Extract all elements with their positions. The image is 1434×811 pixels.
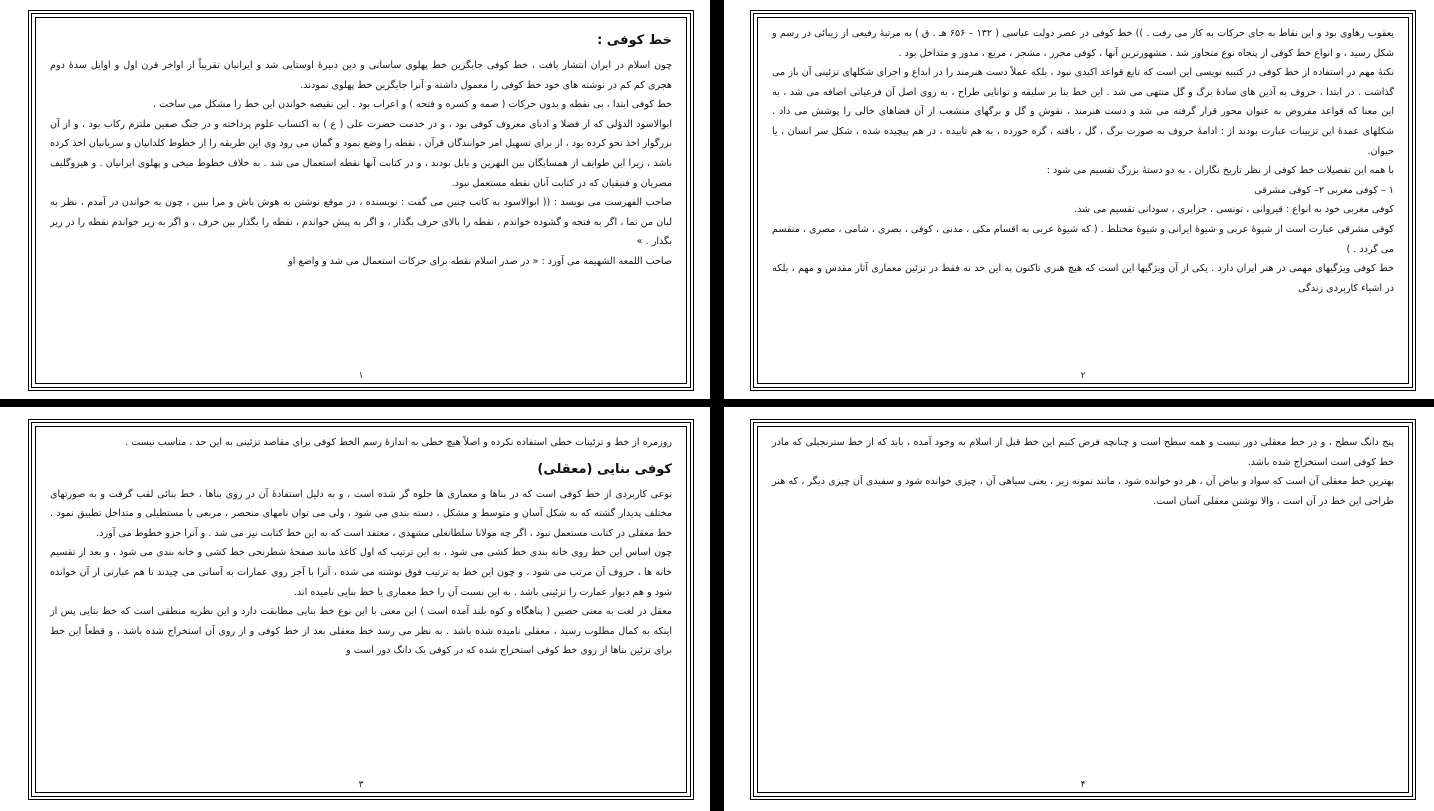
page-1-paragraph: چون اسلام در ایران انتشار یافت ، خط کوفی جایگزین خط پهلوی ساسانی و دین دبیرهٔ اوستایی شد و ایرانیان تقریباً از اواخر قرن اول و اوایل سدهٔ دوم هجری کم کم در نوشته های خود خط کوفی را معمول داشته و آنرا جایگزین خط پهلوی نمودند. [50, 60, 672, 91]
page-2-paragraph: یعقوب رهاوی بود و این نقاط به جای حرکات به کار می رفت . )) خط کوفی در عصر دولت عباسی ( ۱۳۲ – ۶۵۶ هـ . ق ) به مرتبهٔ رفیعی از زیبائی در رسم و شکل رسید ، و انواع خط کوفی از پنجاه نوع متجاوز شد . مشهورترین آنها ، کوفی محرر ، مشجر ، مربع ، مدور و متداخل بود . [772, 28, 1394, 59]
page-2-number: ۲ [1080, 371, 1086, 381]
page-3 [28, 419, 694, 800]
page-4-paragraph: پنج دانگ سطح ، و در خط معقلی دور نیست و همه سطح است و چنانچه فرض کنیم این خط قبل از اسلام به وجود آمده ، باید که از خط سترنجیلی که مادر خط کوفی است استخراج شده باشد. [772, 437, 1394, 468]
page-2-paragraph: با همه این تفصیلات خط کوفی از نظر تاریخ نگاران ، به دو دستهٔ بزرگ تقسیم می شود : [1046, 165, 1394, 177]
page-2-paragraph: ۱ – کوفی مغربی ۲– کوفی مشرقی [1254, 184, 1394, 196]
page-3-content [35, 426, 687, 793]
page-2-paragraph: کوفی مغربی خود به انواع : قیروانی ، تونسی ، جزایری ، سودانی تقسیم می شد. [1074, 204, 1394, 216]
page-3-subtitle: کوفی بنایی (معقلی) [537, 461, 672, 477]
page-1-paragraph: صاحب الفهرست می نویسد : (( ابوالاسود به کاتب چنین می گفت : نویسنده ، در موقع نوشتن به هوش باش و مرا ببین ، چون به خواندن در آمدم ، نظر به لبان من نما ، اگر به فتحه و گشوده خواندم ، نقطه را بالای حرف بگذار ، و اگر به پیش خواندم ، نقطه را بگذار بین حرف ، و اگر به زیر خواندم نقطه را در زیر بگذار . » [50, 197, 672, 248]
page-1 [28, 10, 694, 391]
page-1-paragraph: صاحب اللمعه الشهیمه می آورد : « در صدر اسلام نقطه برای حرکات استعمال می شد و واضع او [288, 255, 672, 267]
page-3-intro: روزمره از خط و تزئینات خطی استفاده نکرده و اصلاً هیچ خطی به اندازهٔ رسم الخط کوفی برای مقاصد تزئینی به این حد ، مناسب نیست . [125, 437, 672, 448]
page-4-content [757, 426, 1409, 793]
page-1-paragraph: خط کوفی ابتدا ، بی نقطه و بدون حرکات ( ضمه و کسره و فتحه ) و اعراب بود . این نقیصه خواندن این خط را مشکل می ساخت . [153, 99, 672, 111]
page-3-number: ۳ [358, 780, 364, 790]
page-4-paragraph: بهترین خط معقلی آن است که سواد و بیاض آن ، هر دو خوانده شود ، مانند نمونه زیر ، یعنی سیاهی آن ، چیزی خوانده شود و سفیدی آن چیزی دیگر ، که هنر طراحی این خط در آن است ، والا نوشتن معقلی آسان است. [772, 476, 1394, 507]
page-3-paragraph: نوعی کاربردی از خط کوفی است که در بناها و معماری ها جلوه گر شده است ، و به دلیل استفادهٔ آن در روی بناها ، خط بنائی لقب گرفت و به صورتهای مختلف پدیدار گشته که به شکل آسان و متوسط و مشکل ، دسته بندی می شود ، ولی می توان نامهای منحصر ، مربعی یا مستطیلی و متداخل تطبیق نمود . خط معقلی در کتابت مستعمل نبود ، اگر چه مولانا سلطانعلی مشهدی ، معتقد است که به این خط کتابت نیز می شد . و آنرا جزو خطوط می آورد. [50, 488, 672, 539]
page-2 [750, 10, 1416, 391]
page-4-number: ۴ [1080, 780, 1086, 790]
horizontal-divider [0, 399, 1434, 407]
page-4 [750, 419, 1416, 800]
page-2-paragraph: خط کوفی ویژگیهای مهمی در هنر ایران دارد . یکی از آن ویژگیها این است که هیچ هنری تاکنون به این حد نه فقط در تزئین معماری آثار مقدس و مهم ، بلکه در اشیاء کاربردی زندگی [772, 263, 1394, 294]
page-2-content [757, 17, 1409, 384]
page-2-paragraph: کوفی مشرقی عبارت است از شیوهٔ عربی و شیوهٔ ایرانی و شیوهٔ مختلط . ( که شیوهٔ عربی به اقسام مکی ، مدنی ، کوفی ، بصری ، شامی ، مصری ، منقسم می گردد . ) [772, 223, 1394, 255]
page-1-title: خط کوفی : [597, 33, 672, 48]
page-3-paragraph: معقل در لغت به معنی حصین ( پناهگاه و کوه بلند آمده است ) این معنی با این نوع خط بنایی مطابقت دارد و این نظریه منطقی است که خط بنایی پس از اینکه به کمال مطلوب رسید ، معقلی نامیده شده باشد . به نظر می رسد خط معقلی بعد از خط کوفی و از روی آن استخراج شده باشد ، و قطعاً این خط برای تزئین بناها از روی خط کوفی استخراج شده که در کوفی یک دانگ دور است و [50, 606, 672, 657]
page-1-content [35, 17, 687, 384]
page-2-paragraph: نکتهٔ مهم در استفاده از خط کوفی در کتیبه نویسی این است که تابع قواعد اکیدی نبود ، بلکه عملاً دست هنرمند را در ابداع و اجرای شکلهای تزئینی آن باز می گذاشت . در ابتدا ، حروف به آذین های سادهٔ برگ و گل منتهی می شد . این خط بنا بر سلیقه و توانایی طراح ، به روی اصل آن فرعیاتی اضافه می شد ، به این معنا که قواعد مفروض به عنوان محور قرار گرفته می شد و دست هنرمند ، نقوش و گل و برگهای منشعب از آن فضاهای خالی را پوشش می داد . شکلهای عمدهٔ این تزیینات عبارت بودند از : ادامهٔ حروف به صورت برگ ، گل ، بافته ، گره خورده ، به هم تابیده ، در هم پیچیده شده ، شکل سر انسان ، یا حیوان. [772, 67, 1394, 157]
page-1-paragraph: ابوالاسود الدؤلی که از فضلا و ادبای معروف کوفی بود ، و در خدمت حضرت علی ( ع ) به اکتساب علوم پرداخته و در جنگ صفین ملتزم رکاب بود ، و از آن بزرگوار اخذ نحو کرده بود ، از برای تسهیل امر خوانندگان قرآن ، نقطه را وضع نمود و گمان می رود وی این طریقه را از خطوط کلدانیان و سریانیان اخذ کرده باشد ، زیرا این طوایف از همسایگان بین النهرین و بابل بودند ، و در کتابت آنها نقطه استعمال می شد . به خلاف خطوط میخی و پهلوی ایرانیان . و هیروگلیف مصریان و فنیقیان که در کتابت آنان نقطه مستعمل نبود. [50, 118, 672, 189]
page-1-number: ۱ [358, 371, 364, 381]
page-3-paragraph: چون اساس این خط روی خانه بندی خط کشی می شود ، به این ترتیب که اول کاغذ مانند صفحهٔ شطرنجی خط کشی و خانه بندی می شود ، و بعد از تقسیم خانه ها ، حروف آن مرتب می شود ، و چون این خط به ترتیب فوق نوشته می شده ، آنرا با آجر روی عمارات به آسانی می چیدند تا هم عبارتی از آن خوانده شود و هم دیوار عمارت را تزئینی باشد . به این نسبت آن را خط معماری یا خط بنایی نامیده اند. [50, 547, 672, 598]
